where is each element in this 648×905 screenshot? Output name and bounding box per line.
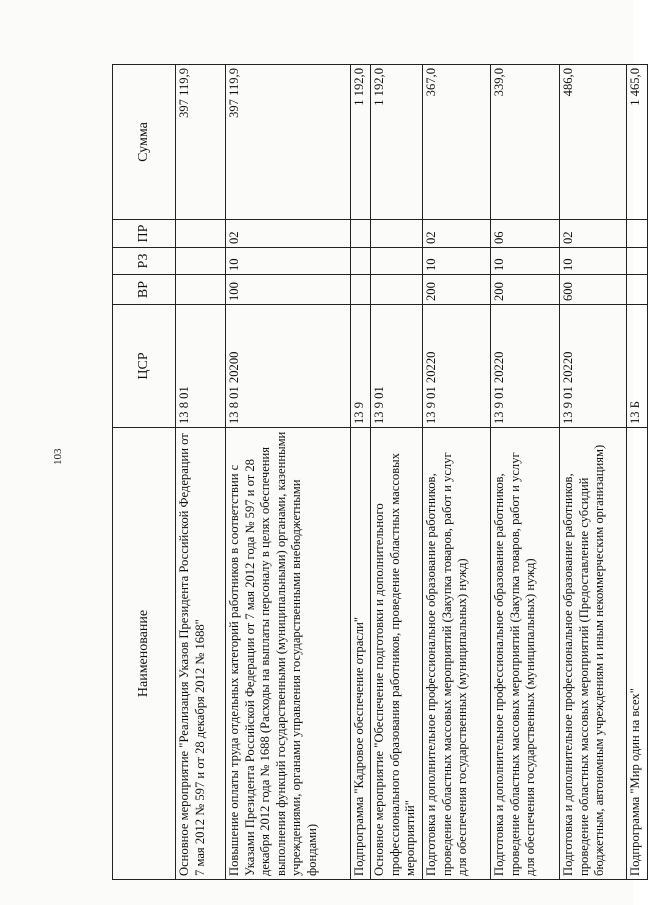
header-row: [113, 65, 176, 880]
cell-csr: 13 9 01 20220: [423, 305, 491, 428]
cell-name: Подготовка и дополнительное профессиональное образование работников, проведение областных массовых мероприятий (Предоставление субсидий бюджетным, автономным учреждениям и иным некоммерческим организациям): [560, 428, 627, 880]
cell-vr: [371, 275, 423, 305]
cell-csr: 13 9 01 20220: [560, 305, 627, 428]
cell-vr: [176, 275, 226, 305]
cell-pr: [176, 220, 226, 248]
cell-rz: [371, 248, 423, 275]
cell-rz: [351, 248, 371, 275]
page-number: 103: [52, 448, 64, 465]
table-row: [371, 65, 423, 880]
table-row: [491, 65, 560, 880]
cell-name: Подготовка и дополнительное профессиональное образование работников, проведение областных массовых мероприятий (Закупка товаров, работ и услуг для обеспечения государственных (муниципальных) нужд): [423, 428, 491, 880]
cell-sum: 1 192,0: [351, 65, 371, 220]
cell-rz: [627, 248, 648, 275]
cell-vr: 600: [560, 275, 627, 305]
cell-pr: 02: [226, 220, 351, 248]
cell-name: Основное мероприятие "Обеспечение подготовки и дополнительного профессионального образования работников, проведение областных массовых мероприятий": [371, 428, 423, 880]
table-row: [351, 65, 371, 880]
table-row: [627, 65, 648, 880]
cell-pr: 02: [560, 220, 627, 248]
cell-vr: 200: [423, 275, 491, 305]
cell-sum: 486,0: [560, 65, 627, 220]
cell-name: Основное мероприятие "Реализация Указов Президента Российской Федерации от 7 мая 2012 № 597 и от 28 декабря 2012 № 1688": [176, 428, 226, 880]
cell-sum: 339,0: [491, 65, 560, 220]
cell-sum: 1 192,0: [371, 65, 423, 220]
cell-rz: 10: [491, 248, 560, 275]
cell-rz: [176, 248, 226, 275]
header-csr: ЦСР: [113, 305, 176, 428]
cell-rz: 10: [423, 248, 491, 275]
cell-csr: 13 Б: [627, 305, 648, 428]
header-sum: Сумма: [113, 65, 176, 220]
cell-vr: [627, 275, 648, 305]
table-row: [176, 65, 226, 880]
table-row: [226, 65, 351, 880]
cell-csr: 13 8 01 20200: [226, 305, 351, 428]
cell-pr: [351, 220, 371, 248]
cell-name: Подпрограмма "Мир один на всех": [627, 428, 648, 880]
budget-table: [112, 64, 648, 880]
cell-name: Подпрограмма "Кадровое обеспечение отрасли": [351, 428, 371, 880]
table-row: [423, 65, 491, 880]
cell-vr: 200: [491, 275, 560, 305]
cell-name: Подготовка и дополнительное профессиональное образование работников, проведение областных массовых мероприятий (Закупка товаров, работ и услуг для обеспечения государственных (муниципальных) нужд): [491, 428, 560, 880]
cell-pr: 06: [491, 220, 560, 248]
cell-sum: 397 119,9: [176, 65, 226, 220]
cell-pr: [371, 220, 423, 248]
cell-sum: 1 465,0: [627, 65, 648, 220]
cell-pr: 02: [423, 220, 491, 248]
header-name: Наименование: [113, 428, 176, 880]
table-row: [560, 65, 627, 880]
cell-sum: 367,0: [423, 65, 491, 220]
cell-rz: 10: [226, 248, 351, 275]
header-rz: РЗ: [113, 248, 176, 275]
cell-rz: 10: [560, 248, 627, 275]
cell-csr: 13 9 01 20220: [491, 305, 560, 428]
cell-sum: 397 119,9: [226, 65, 351, 220]
cell-vr: 100: [226, 275, 351, 305]
cell-csr: 13 8 01: [176, 305, 226, 428]
cell-csr: 13 9: [351, 305, 371, 428]
header-pr: ПР: [113, 220, 176, 248]
cell-vr: [351, 275, 371, 305]
budget-table-rotated: [112, 65, 642, 880]
header-vr: ВР: [113, 275, 176, 305]
cell-name: Повышение оплаты труда отдельных категорий работников в соответствии с Указами Президента Российской Федерации от 7 мая 2012 года № 597 и от 28 декабря 2012 года № 1688 (Расходы на выплаты персоналу в целях обеспечения выполнения функций государственными (муниципальными) органами, казенными учреждениями, органами управления государственными внебюджетными фондами): [226, 428, 351, 880]
cell-csr: 13 9 01: [371, 305, 423, 428]
cell-pr: [627, 220, 648, 248]
